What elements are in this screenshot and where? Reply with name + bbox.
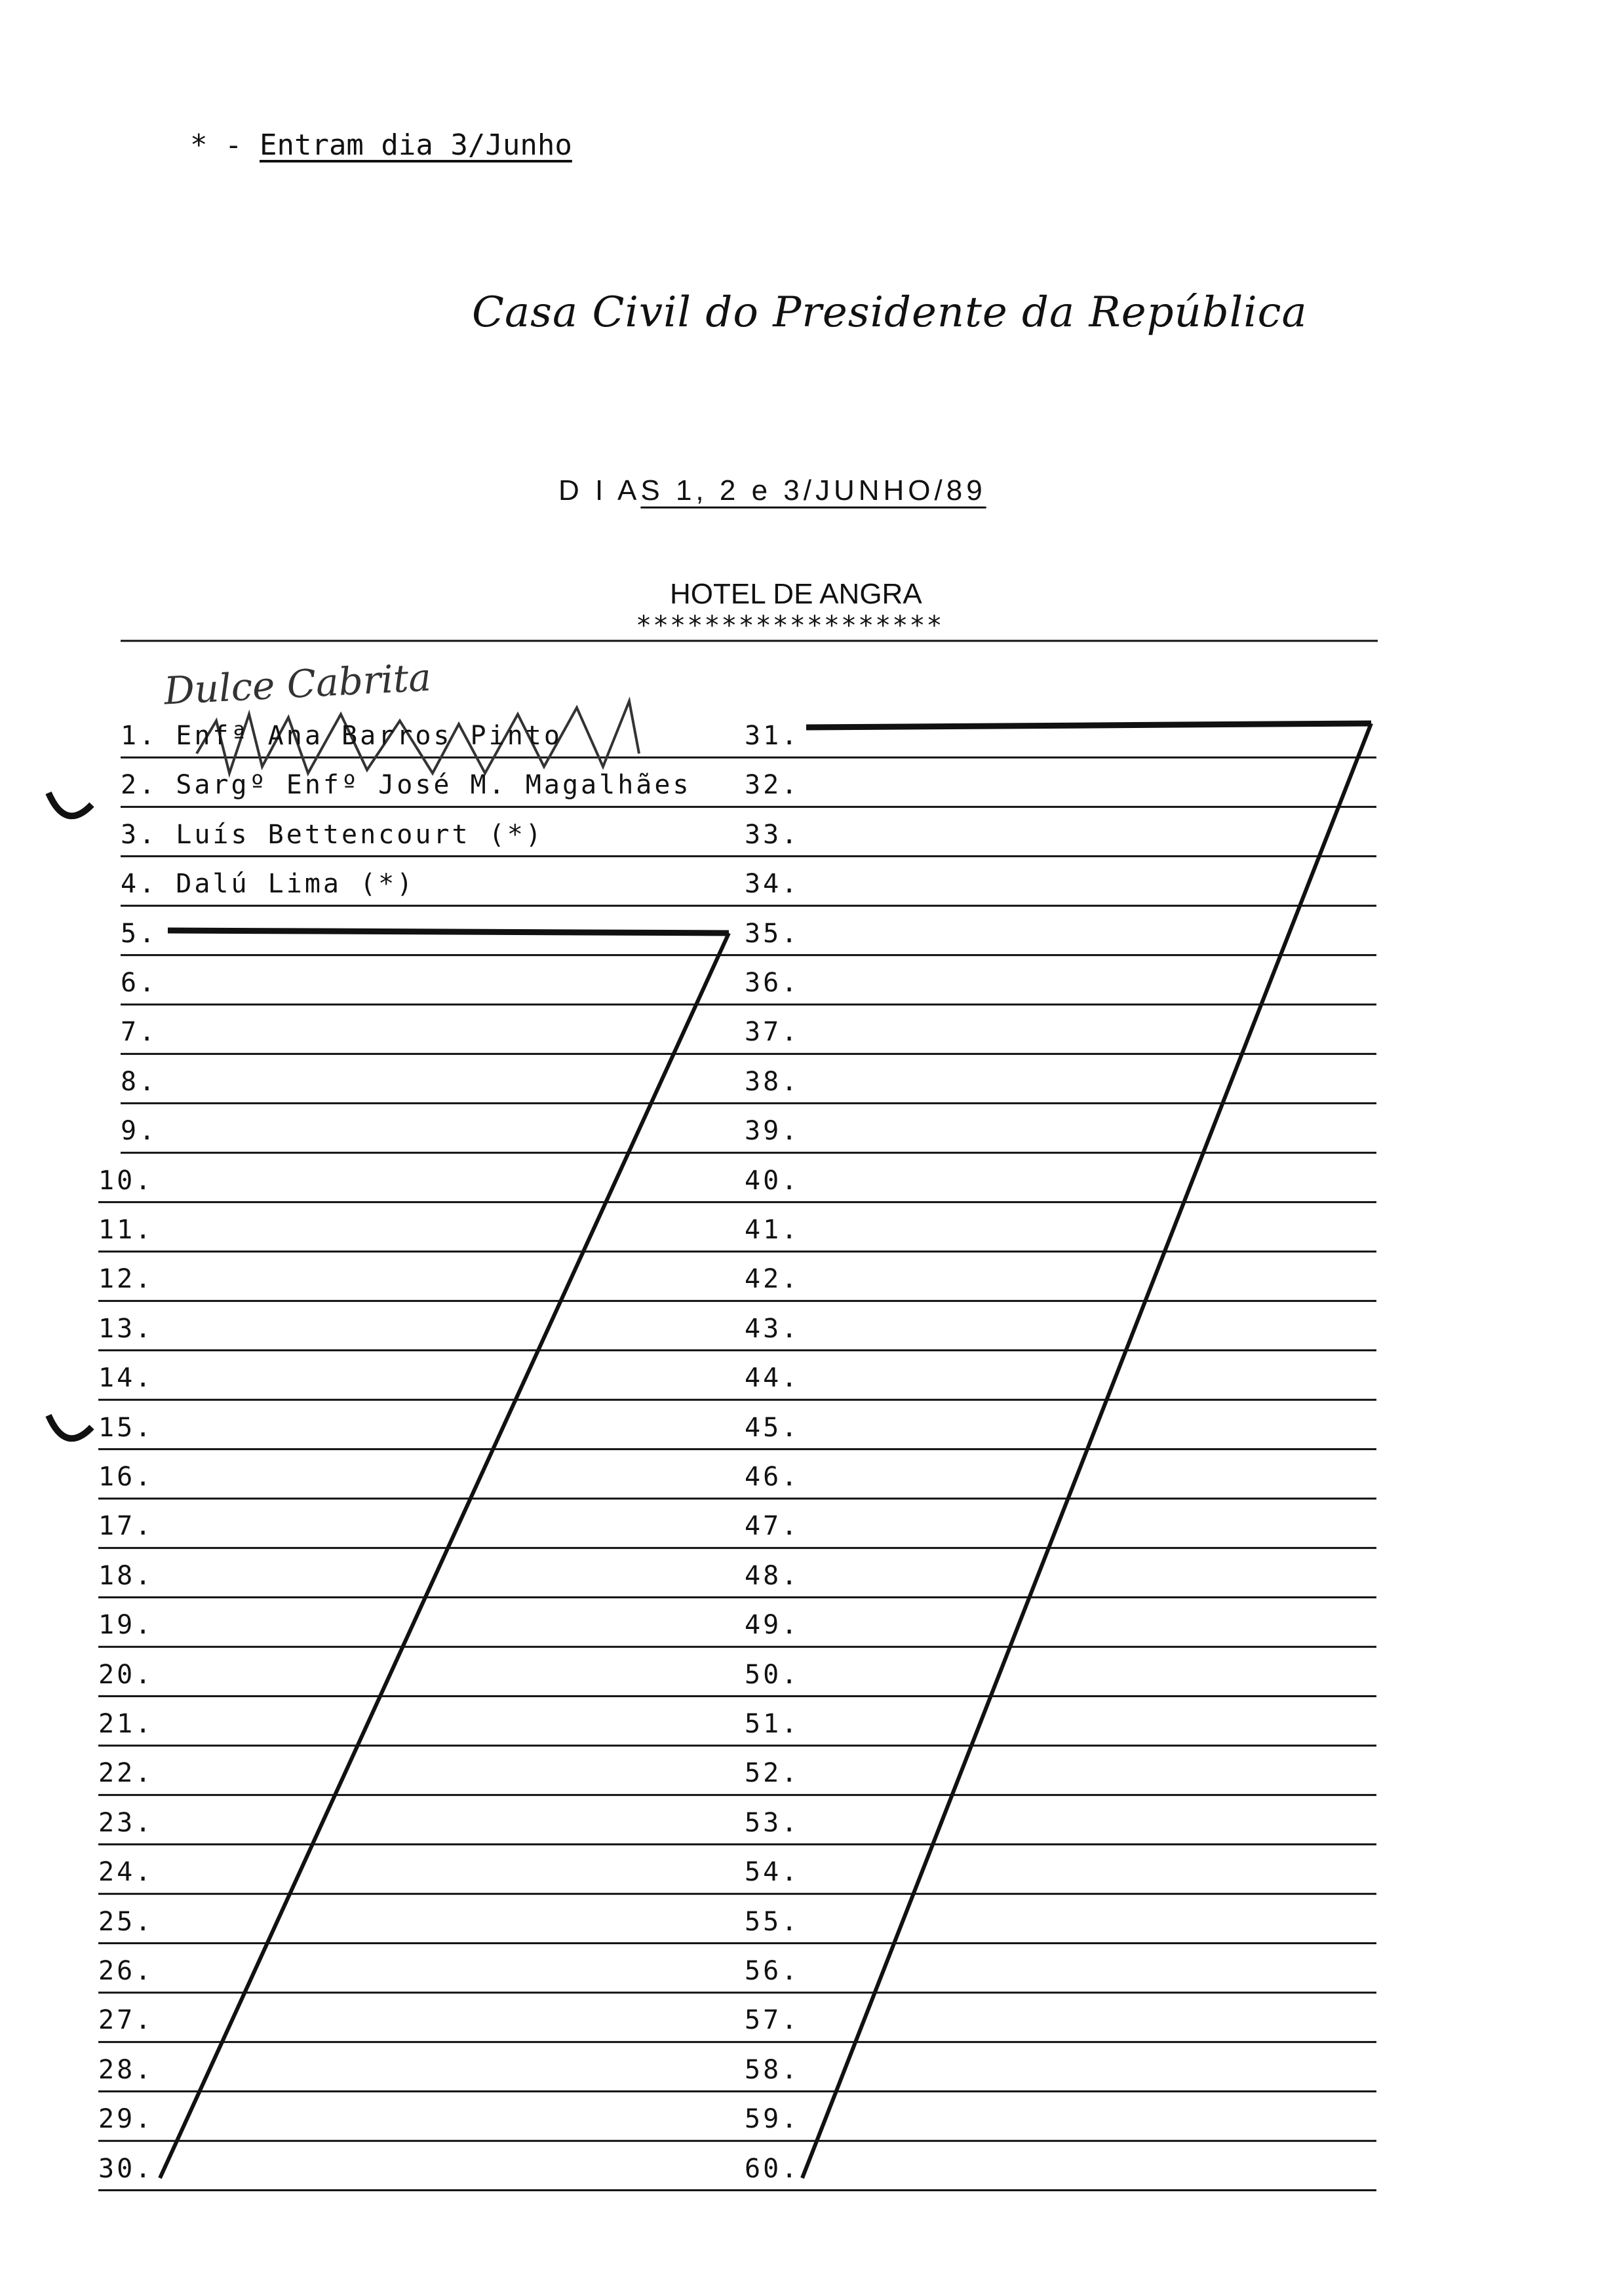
list-item-left: 25. — [98, 1906, 154, 1937]
list-item-left: 7. — [121, 1017, 158, 1048]
punch-mark-top — [49, 793, 92, 816]
list-item-right: 45. — [745, 1412, 800, 1443]
list-item-left: 3. Luís Bettencourt (*) — [121, 819, 544, 850]
list-item-right: 38. — [745, 1066, 800, 1097]
punch-mark-bottom — [49, 1415, 92, 1438]
note-text: Entram dia 3/Junho — [259, 128, 572, 162]
strike-bar-row-31 — [806, 723, 1371, 727]
list-item-right: 40. — [745, 1165, 800, 1196]
list-item-left: 4. Dalú Lima (*) — [121, 869, 416, 900]
list-item-right: 44. — [745, 1363, 800, 1394]
list-item-right: 47. — [745, 1511, 800, 1542]
dates-range: S 1, 2 e 3/JUNHO/89 — [640, 474, 986, 507]
list-item-right: 33. — [745, 819, 800, 850]
list-item-left: 16. — [98, 1462, 154, 1492]
list-item-left: 2. Sargº Enfº José M. Magalhães — [121, 770, 691, 801]
list-item-right: 31. — [745, 721, 800, 751]
list-item-right: 51. — [745, 1709, 800, 1739]
list-item-left: 14. — [98, 1363, 154, 1394]
list-item-left: 21. — [98, 1709, 154, 1739]
list-item-left: 22. — [98, 1758, 154, 1789]
list-item-left: 30. — [98, 2153, 154, 2184]
list-item-left: 9. — [121, 1116, 158, 1147]
list-item-left: 6. — [121, 968, 158, 998]
list-item-right: 53. — [745, 1807, 800, 1838]
note-star: * - — [190, 128, 243, 162]
list-item-left: 8. — [121, 1066, 158, 1097]
handwritten-signature: Dulce Cabrita — [163, 655, 433, 714]
list-item-left: 24. — [98, 1857, 154, 1888]
venue-stars: ****************** — [636, 611, 944, 641]
letterhead: Casa Civil do Presidente da República — [472, 288, 1308, 337]
list-item-right: 37. — [745, 1017, 800, 1048]
list-item-right: 56. — [745, 1956, 800, 1986]
list-item-right: 39. — [745, 1116, 800, 1147]
list-item-right: 50. — [745, 1659, 800, 1690]
list-item-right: 32. — [745, 770, 800, 801]
list-item-left: 13. — [98, 1313, 154, 1344]
list-item-left: 20. — [98, 1659, 154, 1690]
list-item-right: 55. — [745, 1906, 800, 1937]
list-item-left: 11. — [98, 1215, 154, 1245]
list-item-left: 19. — [98, 1610, 154, 1641]
list-item-right: 52. — [745, 1758, 800, 1789]
list-item-left: 10. — [98, 1165, 154, 1196]
strike-bar-row-5 — [168, 930, 729, 933]
list-item-right: 58. — [745, 2054, 800, 2085]
list-item-right: 59. — [745, 2104, 800, 2135]
list-item-left: 5. — [121, 918, 158, 949]
list-item-left: 17. — [98, 1511, 154, 1542]
list-item-left: 29. — [98, 2104, 154, 2135]
list-item-right: 36. — [745, 968, 800, 998]
list-item-right: 41. — [745, 1215, 800, 1245]
list-item-right: 42. — [745, 1264, 800, 1295]
venue-title: HOTEL DE ANGRA — [670, 578, 922, 610]
list-item-right: 49. — [745, 1610, 800, 1641]
list-item-left: 28. — [98, 2054, 154, 2085]
dates-prefix: D I A — [558, 474, 641, 507]
list-item-left: 15. — [98, 1412, 154, 1443]
list-item-right: 46. — [745, 1462, 800, 1492]
list-item-left: 27. — [98, 2005, 154, 2036]
list-item-right: 48. — [745, 1560, 800, 1591]
strike-diagonal-left — [160, 933, 729, 2178]
list-item-left: 1. Enfª Ana Barros Pinto — [121, 721, 562, 751]
list-item-right: 35. — [745, 918, 800, 949]
list-item-left: 18. — [98, 1560, 154, 1591]
list-item-right: 43. — [745, 1313, 800, 1344]
list-item-left: 12. — [98, 1264, 154, 1295]
list-item-left: 23. — [98, 1807, 154, 1838]
strike-diagonal-right — [802, 723, 1371, 2178]
list-item-right: 54. — [745, 1857, 800, 1888]
list-item-right: 60. — [745, 2153, 800, 2184]
list-item-left: 26. — [98, 1956, 154, 1986]
list-item-right: 34. — [745, 869, 800, 900]
list-item-right: 57. — [745, 2005, 800, 2036]
